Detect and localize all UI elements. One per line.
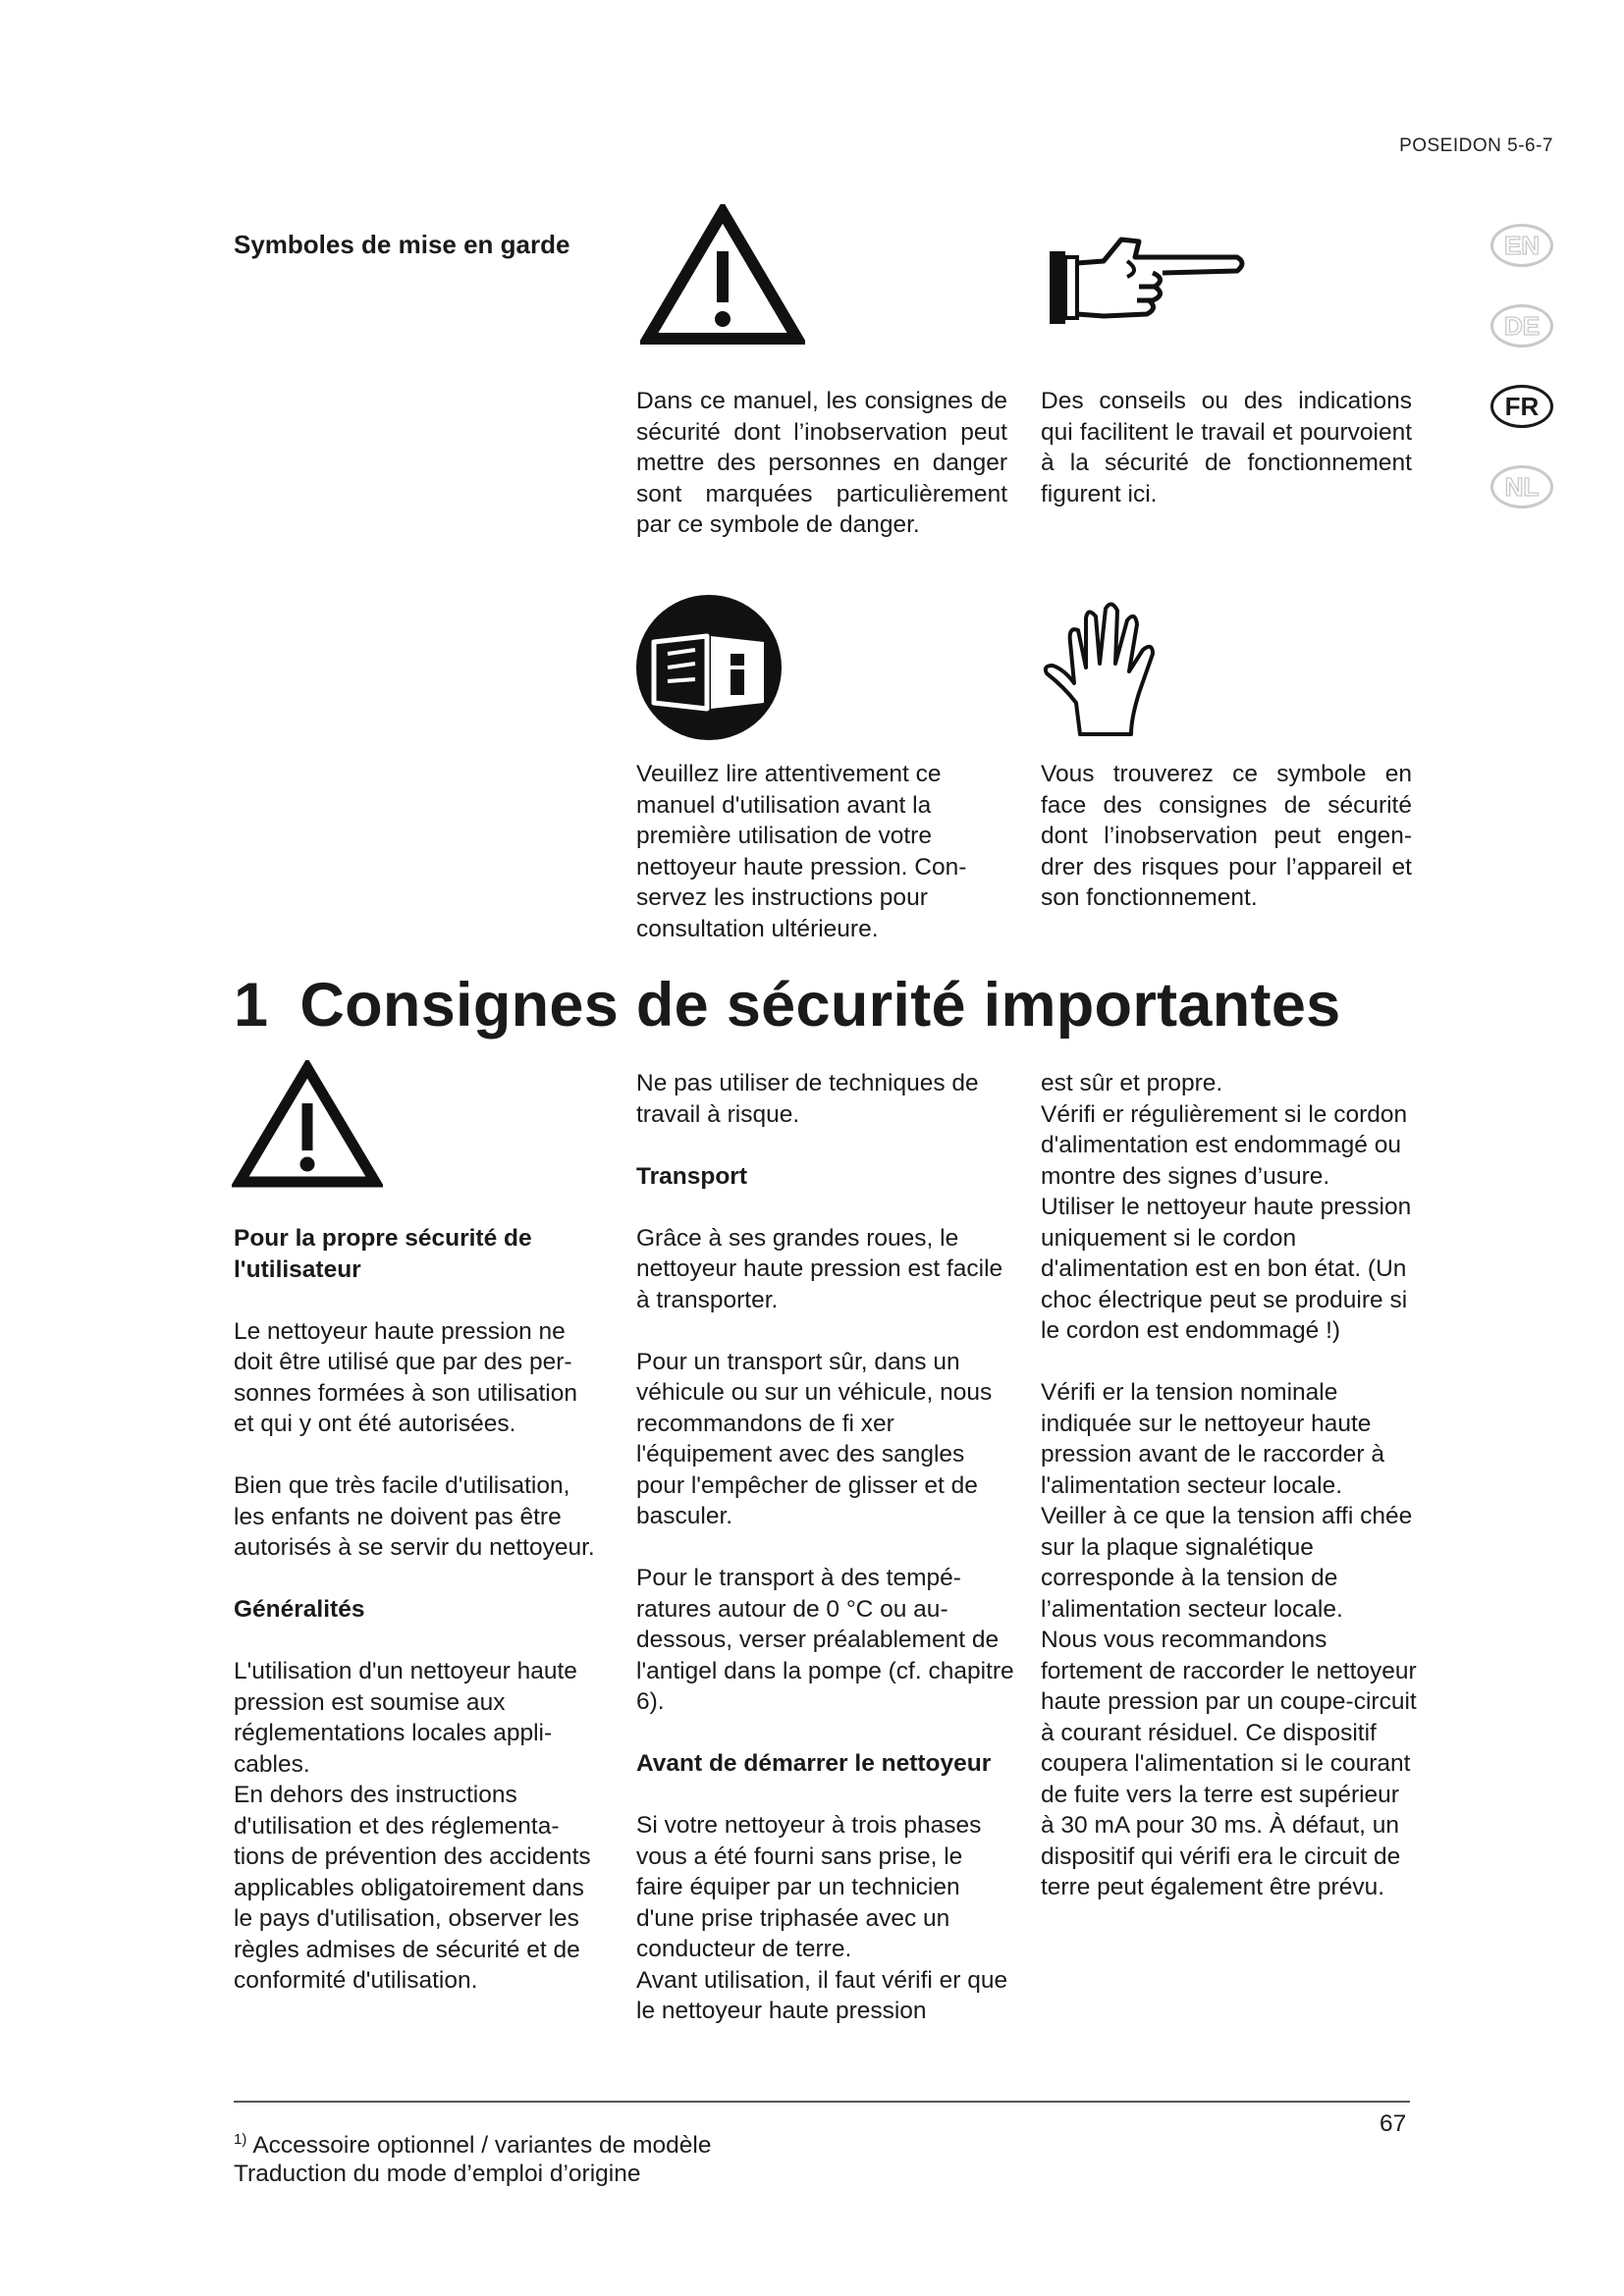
language-tab-nl[interactable]: NL <box>1490 465 1553 508</box>
page-number: 67 <box>1380 2110 1407 2137</box>
paragraph: Avant utilisation, il faut vérifi er que le nettoyeur haute pression <box>636 1966 1008 2024</box>
warning-triangle-icon <box>640 204 805 347</box>
column-3 <box>1041 1068 1419 1903</box>
paragraph: Grâce à ses grandes roues, le nettoyeur haute pression est facile à transporter. <box>636 1224 1003 1313</box>
heading-general: Généralités <box>234 1596 365 1623</box>
tip-symbol-description: Des conseils ou des indications qui facilitent le travail et pourvoient à la sécurité de fonctionnement figurent ici. <box>1041 388 1412 507</box>
paragraph: Si votre nettoyeur à trois phases vous a été fourni sans prise, le faire équiper par un technicien d'une prise triphasée avec un conducteur de terre. <box>636 1812 982 1962</box>
column-2 <box>636 1068 1014 2027</box>
paragraph: Pour un transport sûr, dans un véhicule ou sur un véhicule, nous recommandons de fi xer l'équipement avec des sangles pour l'empêcher de glisser et de basculer. <box>636 1348 993 1529</box>
paragraph: Vérifi er la tension nominale indiquée sur le nettoyeur haute pression avant de le raccorder à l'alimentation secteur locale. <box>1041 1379 1384 1499</box>
read-manual-icon <box>634 593 784 742</box>
paragraph: Nous vous recommandons fortement de raccorder le nettoyeur haute pression par un coupe-circuit à courant résiduel. Ce dispositif coupera l'alimentation si le courant de fuite vers la terre est supérieur à 30 mA pour 30 ms. À défaut, un dispositif qui vérifi era le circuit de terre peut également être prévu. <box>1041 1627 1417 1900</box>
paragraph: Veiller à ce que la tension affi chée sur la plaque signalétique corresponde à la tension de l’alimentation secteur locale. <box>1041 1503 1413 1623</box>
heading-user-safety: Pour la propre sécurité de l'utilisateur <box>234 1225 532 1283</box>
warning-triangle-icon <box>232 1060 383 1190</box>
heading-before-start: Avant de démarrer le nettoyeur <box>636 1750 992 1777</box>
footnote-text: Accessoire optionnel / variantes de modèle <box>252 2132 712 2159</box>
symbols-section-title: Symboles de mise en garde <box>234 230 570 259</box>
paragraph: L'utilisation d'un nettoyeur haute pression est soumise aux réglementations locales applicables. <box>234 1658 577 1778</box>
footnote-mark: 1) <box>234 2131 247 2148</box>
paragraph: Vérifi er régulièrement si le cordon d'alimentation est endommagé ou montre des signes d’usure. <box>1041 1100 1408 1190</box>
warning-symbol-description: Dans ce manuel, les consignes de sécurité dont l’inobservation peut mettre des personnes en danger sont marquées particulièrement par ce symbole de danger. <box>636 388 1007 538</box>
stop-hand-icon <box>1037 597 1184 744</box>
language-tab-fr[interactable]: FR <box>1490 385 1553 428</box>
language-tab-en[interactable]: EN <box>1490 224 1553 267</box>
heading-transport: Transport <box>636 1162 747 1190</box>
stop-symbol-description: Vous trouverez ce symbole en face des consignes de sécurité dont l’inobservation peut engendrer des risques pour l’appareil et son fonctionnement. <box>1041 761 1412 911</box>
chapter-heading <box>234 970 1341 1041</box>
paragraph: En dehors des instructions d'utilisation et des réglementations de prévention des accidents applicables obligatoirement dans le pays d'utilisation, observer les règles admises de sécurité et de conformité d'utilisation. <box>234 1782 591 1994</box>
paragraph: Bien que très facile d'utilisation, les enfants ne doivent pas être autorisés à se servir du nettoyeur. <box>234 1472 595 1561</box>
language-tab-de[interactable]: DE <box>1490 304 1553 347</box>
column-1 <box>234 1223 602 1997</box>
paragraph: Pour le transport à des températures autour de 0 °C ou audessous, verser préalablement de l'antigel dans la pompe (cf. chapitre 6). <box>636 1565 1014 1715</box>
paragraph: Ne pas utiliser de techniques de travail à risque. <box>636 1070 979 1128</box>
paragraph: Utiliser le nettoyeur haute pression uniquement si le cordon d'alimentation est en bon état. (Un choc électrique peut se produire si le cordon est endommagé !) <box>1041 1194 1412 1344</box>
manual-symbol-description: Veuillez lire attentivement ce manuel d'utilisation avant la première utilisation de votre nettoyeur haute pression. Conservez les instructions pour consultation ultérieure. <box>636 761 967 942</box>
footer-notes <box>234 2125 711 2188</box>
chapter-title: Consignes de sécurité importantes <box>299 971 1341 1040</box>
paragraph: Le nettoyeur haute pression ne doit être utilisé que par des personnes formées à son utilisation et qui y ont été autorisées. <box>234 1317 577 1437</box>
pointing-hand-icon <box>1045 228 1251 330</box>
translation-note: Traduction du mode d’emploi d’origine <box>234 2161 641 2187</box>
footer-divider <box>234 2101 1410 2103</box>
paragraph: est sûr et propre. <box>1041 1070 1223 1096</box>
model-name: POSEIDON 5-6-7 <box>1399 135 1553 156</box>
chapter-number: 1 <box>234 971 269 1040</box>
